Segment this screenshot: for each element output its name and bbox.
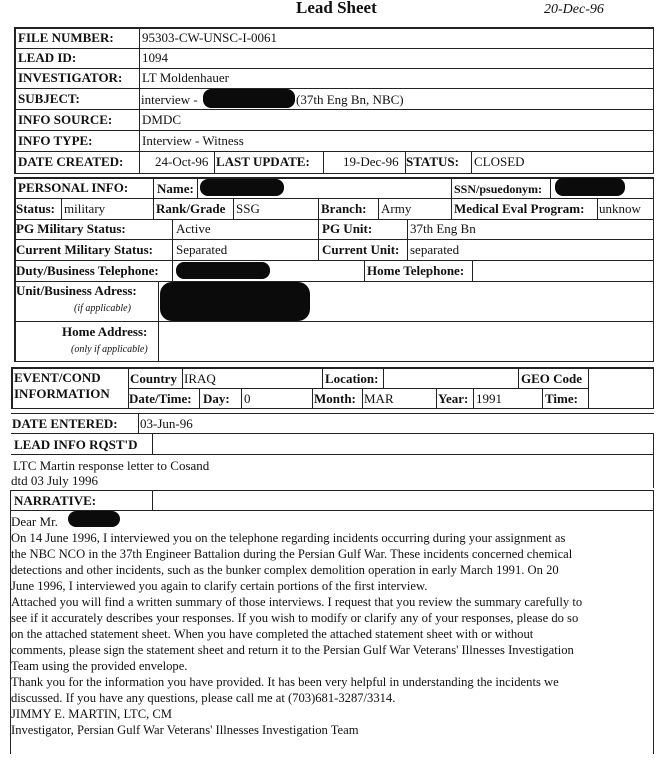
medical-eval-value: unknow [599, 201, 641, 216]
event-label-2: INFORMATION [14, 386, 110, 401]
narrative-line: June 1996, I interviewed you again to clarify certain portions of the first interview. [11, 579, 428, 593]
lead-info-line-2: dtd 03 July 1996 [11, 473, 99, 488]
date-entered-value: 03-Jun-96 [140, 416, 193, 431]
redaction-subject-name [203, 89, 295, 108]
narrative-line: see if it accurately describes your responses. If you wish to modify or clarify any of your responses, please do so [11, 611, 579, 625]
ssn-label: SSN/psuedonym: [454, 182, 543, 196]
personal-info-label: PERSONAL INFO: [18, 180, 129, 195]
status-label: STATUS: [406, 154, 459, 169]
narrative-line: JIMMY E. MARTIN, LTC, CM [11, 707, 172, 721]
redaction-name [200, 179, 284, 196]
lead-id-value: 1094 [142, 50, 168, 65]
time-label: Time: [545, 391, 578, 406]
status-value: CLOSED [474, 154, 525, 169]
subject-label: SUBJECT: [18, 91, 80, 106]
current-military-status-value: Separated [176, 242, 228, 257]
country-label: Country [130, 371, 177, 386]
current-military-status-label: Current Military Status: [16, 242, 153, 257]
page-title: Lead Sheet [296, 0, 377, 17]
info-type-value: Interview - Witness [142, 133, 244, 148]
current-unit-label: Current Unit: [322, 242, 400, 257]
narrative-line: detections and other incidents, such as the bunker complex demolition operation in early March 1991. On 20 [11, 563, 559, 577]
month-value: MAR [364, 391, 394, 406]
narrative-line: Attached you will find a written summary of those interviews. I request that you review the summary carefully to [11, 595, 583, 609]
file-number-value: 95303-CW-UNSC-I-0061 [142, 30, 278, 45]
month-label: Month: [314, 391, 356, 406]
current-unit-value: separated [410, 242, 460, 257]
medical-eval-label: Medical Eval Program: [454, 201, 585, 216]
investigator-label: INVESTIGATOR: [18, 70, 123, 85]
day-label: Day: [203, 391, 230, 406]
pg-military-status-value: Active [176, 221, 211, 236]
narrative-line: comments, please sign the statement sheet and return it to the Persian Gulf War Veterans' Illnesses Investigation [11, 643, 574, 657]
info-source-label: INFO SOURCE: [18, 112, 113, 127]
last-update-label: LAST UPDATE: [216, 154, 310, 169]
unit-address-note: (if applicable) [74, 303, 131, 314]
last-update-value: 19-Dec-96 [343, 154, 399, 169]
date-created-label: DATE CREATED: [18, 154, 124, 169]
narrative-line: the NBC NCO in the 37th Engineer Battalion during the Persian Gulf War. These incidents concerned chemical [11, 547, 573, 561]
event-label-1: EVENT/COND [14, 370, 101, 385]
day-value: 0 [244, 391, 251, 406]
narrative-line: on the attached statement sheet. When you have completed the attached statement sheet with or without [11, 627, 534, 641]
unit-address-label: Unit/Business Adress: [16, 283, 137, 298]
location-label: Location: [325, 371, 379, 386]
subject-suffix: (37th Eng Bn, NBC) [296, 92, 404, 107]
pg-military-status-label: PG Military Status: [16, 221, 126, 236]
duty-phone-label: Duty/Business Telephone: [16, 263, 159, 278]
branch-value: Army [381, 201, 412, 216]
year-value: 1991 [476, 391, 502, 406]
datetime-label: Date/Time: [129, 391, 192, 406]
file-number-label: FILE NUMBER: [18, 30, 114, 45]
redaction-duty-phone [176, 262, 270, 279]
lead-id-label: LEAD ID: [18, 50, 77, 65]
narrative-line: discussed. If you have any questions, please call me at (703)681-3287/3314. [11, 691, 396, 705]
header-date: 20-Dec-96 [544, 2, 604, 17]
year-label: Year: [438, 391, 469, 406]
home-phone-label: Home Telephone: [367, 263, 465, 278]
status-mil-label: Status: [16, 201, 56, 216]
narrative-line: Thank you for the information you have provided. It has been very helpful in understanding the incidents we [11, 675, 559, 689]
narrative-line: On 14 June 1996, I interviewed you on the telephone regarding incidents occurring during your assignment as [11, 531, 566, 545]
narrative-label: NARRATIVE: [14, 493, 97, 508]
redaction-unit-address [160, 282, 310, 321]
narrative-line: Team using the provided envelope. [11, 659, 188, 673]
branch-label: Branch: [321, 201, 367, 216]
investigator-value: LT Moldenhauer [142, 70, 230, 85]
rank-value: SSG [236, 201, 260, 216]
status-mil-value: military [64, 201, 106, 216]
geo-code-label: GEO Code [521, 371, 583, 386]
date-created-value: 24-Oct-96 [155, 154, 209, 169]
info-type-label: INFO TYPE: [18, 133, 93, 148]
home-address-note: (only if applicable) [71, 344, 148, 355]
redaction-ssn [555, 178, 625, 196]
rank-label: Rank/Grade [156, 201, 226, 216]
pg-unit-label: PG Unit: [322, 221, 373, 236]
name-label: Name: [157, 181, 194, 196]
narrative-line: Investigator, Persian Gulf War Veterans' Illnesses Investigation Team [11, 723, 359, 737]
home-address-label: Home Address: [62, 324, 148, 339]
pg-unit-value: 37th Eng Bn [410, 221, 476, 236]
subject-prefix: interview - [141, 92, 198, 107]
date-entered-label: DATE ENTERED: [12, 416, 118, 431]
redaction-salutation-name [68, 511, 120, 527]
lead-info-label: LEAD INFO RQST'D [14, 437, 138, 452]
info-source-value: DMDC [142, 112, 182, 127]
narrative-salutation: Dear Mr. [11, 514, 58, 529]
lead-info-line-1: LTC Martin response letter to Cosand [13, 458, 210, 473]
country-value: IRAQ [184, 371, 216, 386]
